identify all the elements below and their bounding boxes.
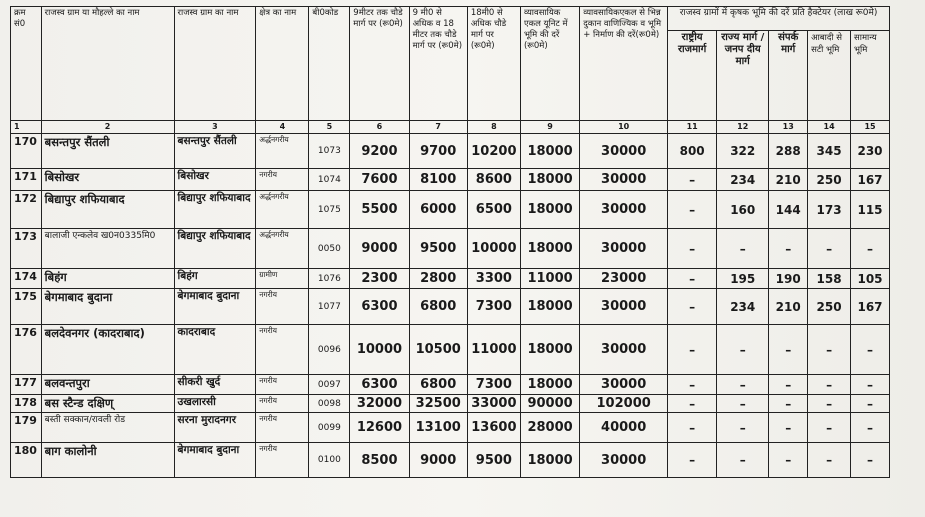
- table-row: [11, 375, 890, 395]
- rate-state-road: 160: [717, 191, 769, 229]
- locality-name: बेगमाबाद बुदाना: [41, 289, 174, 325]
- rate-commercial-single: 18000: [520, 134, 579, 169]
- rate-9m-road: 2300: [350, 269, 409, 289]
- rate-commercial-shop: 30000: [580, 169, 668, 191]
- locality-name: बस्ती सक्कान/रावली रोड: [41, 413, 174, 443]
- rate-9m-road: 9000: [350, 229, 409, 269]
- rate-9-18m-road: 10500: [409, 325, 467, 375]
- rate-9-18m-road: 9500: [409, 229, 467, 269]
- rate-9-18m-road: 32500: [409, 395, 467, 413]
- rate-abadi-land: 173: [808, 191, 851, 229]
- locality-name: बलवन्तपुरा: [41, 375, 174, 395]
- header-road-18m-plus: 18मी0 से अधिक चौडे मार्ग पर (रू0मे): [467, 7, 520, 121]
- area-type: ग्रामीण: [256, 269, 309, 289]
- rate-9m-road: 6300: [350, 375, 409, 395]
- village-name: बेगमाबाद बुदाना: [174, 289, 256, 325]
- b-code: 0097: [309, 375, 350, 395]
- rate-commercial-shop: 30000: [580, 134, 668, 169]
- rate-commercial-shop: 102000: [580, 395, 668, 413]
- serial-number: 177: [11, 375, 42, 395]
- rate-commercial-single: 18000: [520, 191, 579, 229]
- b-code: 0050: [309, 229, 350, 269]
- rate-state-road: –: [717, 413, 769, 443]
- rate-commercial-single: 18000: [520, 375, 579, 395]
- b-code: 1077: [309, 289, 350, 325]
- rate-national-highway: –: [668, 413, 717, 443]
- rate-abadi-land: –: [808, 375, 851, 395]
- header-link-road: संपर्क मार्ग: [769, 31, 808, 121]
- village-name: बिसोखर: [174, 169, 256, 191]
- village-name: बिद्यापुर शफियाबाद: [174, 191, 256, 229]
- rate-9m-road: 5500: [350, 191, 409, 229]
- rate-general-land: 230: [851, 134, 890, 169]
- rate-state-road: 234: [717, 289, 769, 325]
- table-row: [11, 269, 890, 289]
- locality-name: बाग कालोनी: [41, 443, 174, 478]
- rate-national-highway: –: [668, 395, 717, 413]
- table-row: [11, 191, 890, 229]
- rate-18m-plus-road: 10000: [467, 229, 520, 269]
- rate-abadi-land: –: [808, 443, 851, 478]
- rate-national-highway: –: [668, 443, 717, 478]
- rate-link-road: –: [769, 375, 808, 395]
- village-name: बिद्यापुर शफियाबाद: [174, 229, 256, 269]
- column-number: 5: [309, 121, 350, 134]
- rate-18m-plus-road: 6500: [467, 191, 520, 229]
- rate-9m-road: 6300: [350, 289, 409, 325]
- rate-commercial-shop: 30000: [580, 191, 668, 229]
- b-code: 0096: [309, 325, 350, 375]
- header-commercial-single: व्यावसायिक एकल यूनिट में भूमि की दरें (रू0मे): [520, 7, 579, 121]
- area-type: नगरीय: [256, 395, 309, 413]
- column-number: 2: [41, 121, 174, 134]
- rate-commercial-shop: 30000: [580, 229, 668, 269]
- table-row: [11, 169, 890, 191]
- rate-national-highway: –: [668, 289, 717, 325]
- b-code: 1074: [309, 169, 350, 191]
- rate-national-highway: –: [668, 325, 717, 375]
- area-type: नगरीय: [256, 325, 309, 375]
- rate-commercial-single: 18000: [520, 289, 579, 325]
- header-commercial-shop: व्यावसायिकएकल से भिन्न दुकान वाणिज्यिक व भूमि + निर्माण की दरें(रू0मे): [580, 7, 668, 121]
- rate-general-land: 167: [851, 169, 890, 191]
- rate-link-road: –: [769, 413, 808, 443]
- rate-9-18m-road: 6800: [409, 289, 467, 325]
- rate-9-18m-road: 8100: [409, 169, 467, 191]
- area-type: अर्द्धनगरीय: [256, 134, 309, 169]
- rate-national-highway: –: [668, 169, 717, 191]
- table-row: [11, 395, 890, 413]
- rate-general-land: 105: [851, 269, 890, 289]
- village-name: बिहंग: [174, 269, 256, 289]
- rate-national-highway: –: [668, 269, 717, 289]
- rate-link-road: –: [769, 443, 808, 478]
- rate-general-land: –: [851, 375, 890, 395]
- rate-commercial-shop: 30000: [580, 443, 668, 478]
- column-number: 4: [256, 121, 309, 134]
- locality-name: बिहंग: [41, 269, 174, 289]
- area-type: नगरीय: [256, 289, 309, 325]
- rate-commercial-single: 11000: [520, 269, 579, 289]
- rate-link-road: 288: [769, 134, 808, 169]
- rate-commercial-shop: 30000: [580, 289, 668, 325]
- rate-link-road: –: [769, 325, 808, 375]
- rate-state-road: 234: [717, 169, 769, 191]
- rate-link-road: –: [769, 229, 808, 269]
- column-number: 9: [520, 121, 579, 134]
- serial-number: 174: [11, 269, 42, 289]
- column-number: 7: [409, 121, 467, 134]
- rate-state-road: –: [717, 229, 769, 269]
- header-road-9m: 9मीटर तक चौडे मार्ग पर (रू0मे): [350, 7, 409, 121]
- table-row: [11, 443, 890, 478]
- locality-name: बस स्टैन्ड दक्षिण्: [41, 395, 174, 413]
- column-number: 11: [668, 121, 717, 134]
- column-number-row: [11, 121, 890, 134]
- rate-9-18m-road: 2800: [409, 269, 467, 289]
- rate-link-road: 210: [769, 289, 808, 325]
- rate-abadi-land: –: [808, 325, 851, 375]
- locality-name: बिद्यापुर शफियाबाद: [41, 191, 174, 229]
- serial-number: 170: [11, 134, 42, 169]
- locality-name: बसन्तपुर सैंतली: [41, 134, 174, 169]
- locality-name: बिसोखर: [41, 169, 174, 191]
- rate-abadi-land: 250: [808, 289, 851, 325]
- rate-national-highway: –: [668, 229, 717, 269]
- header-area-name: क्षेत्र का नाम: [256, 7, 309, 121]
- serial-number: 172: [11, 191, 42, 229]
- rate-9-18m-road: 9700: [409, 134, 467, 169]
- rate-9m-road: 9200: [350, 134, 409, 169]
- rate-general-land: –: [851, 413, 890, 443]
- serial-number: 180: [11, 443, 42, 478]
- column-number: 15: [851, 121, 890, 134]
- serial-number: 171: [11, 169, 42, 191]
- column-number: 10: [580, 121, 668, 134]
- village-name: सीकरी खुर्द: [174, 375, 256, 395]
- rate-18m-plus-road: 10200: [467, 134, 520, 169]
- header-locality-name: राजस्व ग्राम या मौहल्ले का नाम: [41, 7, 174, 121]
- serial-number: 179: [11, 413, 42, 443]
- rate-18m-plus-road: 13600: [467, 413, 520, 443]
- rate-abadi-land: 250: [808, 169, 851, 191]
- rate-state-road: –: [717, 325, 769, 375]
- rate-commercial-single: 18000: [520, 169, 579, 191]
- rate-18m-plus-road: 11000: [467, 325, 520, 375]
- rate-state-road: 322: [717, 134, 769, 169]
- rate-commercial-single: 90000: [520, 395, 579, 413]
- rate-general-land: –: [851, 325, 890, 375]
- table-row: [11, 289, 890, 325]
- rate-commercial-single: 18000: [520, 325, 579, 375]
- serial-number: 176: [11, 325, 42, 375]
- rate-link-road: 190: [769, 269, 808, 289]
- serial-number: 173: [11, 229, 42, 269]
- area-type: नगरीय: [256, 413, 309, 443]
- rate-commercial-shop: 23000: [580, 269, 668, 289]
- rate-18m-plus-road: 7300: [467, 375, 520, 395]
- rate-general-land: –: [851, 395, 890, 413]
- rate-link-road: –: [769, 395, 808, 413]
- rate-national-highway: –: [668, 375, 717, 395]
- b-code: 1076: [309, 269, 350, 289]
- header-state-road: राज्य मार्ग /जनप दीय मार्ग: [717, 31, 769, 121]
- header-general-land: सामान्य भूमि: [851, 31, 890, 121]
- rate-9-18m-road: 9000: [409, 443, 467, 478]
- rate-general-land: –: [851, 443, 890, 478]
- rate-link-road: 144: [769, 191, 808, 229]
- rate-18m-plus-road: 3300: [467, 269, 520, 289]
- rate-national-highway: 800: [668, 134, 717, 169]
- area-type: नगरीय: [256, 443, 309, 478]
- area-type: अर्द्धनगरीय: [256, 229, 309, 269]
- rate-abadi-land: –: [808, 229, 851, 269]
- b-code: 0098: [309, 395, 350, 413]
- header-serial: क्रम सं0: [11, 7, 42, 121]
- header-b-code: बी0कोड: [309, 7, 350, 121]
- rate-abadi-land: –: [808, 395, 851, 413]
- rate-commercial-single: 18000: [520, 443, 579, 478]
- rate-general-land: 115: [851, 191, 890, 229]
- rate-commercial-shop: 30000: [580, 325, 668, 375]
- area-type: नगरीय: [256, 375, 309, 395]
- serial-number: 175: [11, 289, 42, 325]
- rate-state-road: –: [717, 395, 769, 413]
- rate-9-18m-road: 6000: [409, 191, 467, 229]
- rate-18m-plus-road: 9500: [467, 443, 520, 478]
- rate-abadi-land: 158: [808, 269, 851, 289]
- table-row: [11, 325, 890, 375]
- rate-18m-plus-road: 33000: [467, 395, 520, 413]
- village-name: बेगमाबाद बुदाना: [174, 443, 256, 478]
- rate-9-18m-road: 6800: [409, 375, 467, 395]
- rate-9m-road: 32000: [350, 395, 409, 413]
- rate-national-highway: –: [668, 191, 717, 229]
- village-name: बसन्तपुर सैंतली: [174, 134, 256, 169]
- header-row: [11, 7, 890, 31]
- rate-abadi-land: 345: [808, 134, 851, 169]
- column-number: 12: [717, 121, 769, 134]
- serial-number: 178: [11, 395, 42, 413]
- column-number: 6: [350, 121, 409, 134]
- column-number: 14: [808, 121, 851, 134]
- rate-9m-road: 7600: [350, 169, 409, 191]
- locality-name: बालाजी एन्कलेव ख0न0335मि0: [41, 229, 174, 269]
- rate-commercial-single: 18000: [520, 229, 579, 269]
- village-name: सरना मुरादनगर: [174, 413, 256, 443]
- column-number: 3: [174, 121, 256, 134]
- rate-state-road: –: [717, 443, 769, 478]
- village-name: उखलारसी: [174, 395, 256, 413]
- column-number: 13: [769, 121, 808, 134]
- rate-18m-plus-road: 8600: [467, 169, 520, 191]
- table-row: [11, 413, 890, 443]
- header-national-highway: राष्ट्रीय राजमार्ग: [668, 31, 717, 121]
- rate-general-land: –: [851, 229, 890, 269]
- circle-rate-table: [10, 6, 890, 478]
- village-name: कादराबाद: [174, 325, 256, 375]
- header-agri-group: राजस्व ग्रामों में कृषक भूमि की दरें प्रति हैक्टेयर (लाख रू0मे): [668, 7, 890, 31]
- area-type: अर्द्धनगरीय: [256, 191, 309, 229]
- b-code: 0099: [309, 413, 350, 443]
- rate-9m-road: 8500: [350, 443, 409, 478]
- header-village-name: राजस्व ग्राम का नाम: [174, 7, 256, 121]
- column-number: 1: [11, 121, 42, 134]
- header-road-9-18m: 9 मी0 से अधिक व 18 मीटर तक चौडे मार्ग पर (रू0मे): [409, 7, 467, 121]
- b-code: 0100: [309, 443, 350, 478]
- b-code: 1073: [309, 134, 350, 169]
- rate-9-18m-road: 13100: [409, 413, 467, 443]
- locality-name: बलदेवनगर (कादराबाद): [41, 325, 174, 375]
- column-number: 8: [467, 121, 520, 134]
- header-abadi-land: आबादी से सटी भूमि: [808, 31, 851, 121]
- rate-commercial-single: 28000: [520, 413, 579, 443]
- b-code: 1075: [309, 191, 350, 229]
- rate-state-road: 195: [717, 269, 769, 289]
- rate-9m-road: 12600: [350, 413, 409, 443]
- rate-state-road: –: [717, 375, 769, 395]
- table-row: [11, 229, 890, 269]
- rate-general-land: 167: [851, 289, 890, 325]
- rate-link-road: 210: [769, 169, 808, 191]
- rate-commercial-shop: 40000: [580, 413, 668, 443]
- rate-9m-road: 10000: [350, 325, 409, 375]
- rate-abadi-land: –: [808, 413, 851, 443]
- table-row: [11, 134, 890, 169]
- area-type: नगरीय: [256, 169, 309, 191]
- rate-18m-plus-road: 7300: [467, 289, 520, 325]
- rate-commercial-shop: 30000: [580, 375, 668, 395]
